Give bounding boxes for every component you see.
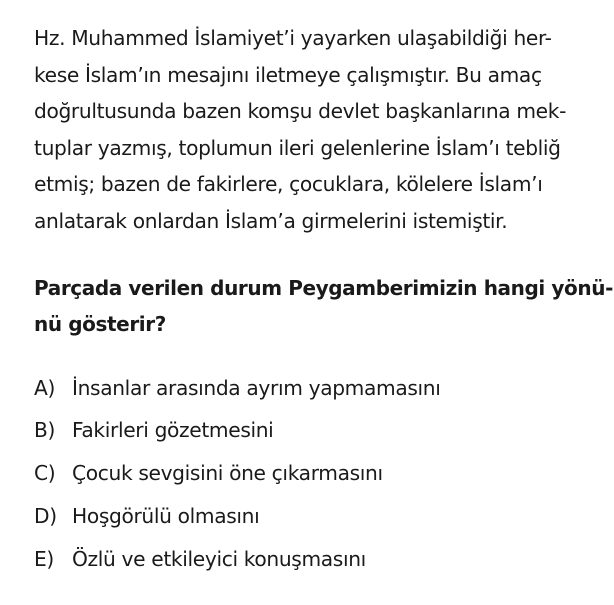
option-b[interactable] bbox=[34, 418, 594, 461]
option-letter: A) bbox=[34, 375, 55, 400]
passage-text bbox=[34, 20, 594, 240]
passage-line: tuplar yazmış, toplumun ileri gelenlerine İslam’ı tebliğ bbox=[34, 135, 561, 160]
option-letter: C) bbox=[34, 461, 56, 486]
option-text: Hoşgörülü olmasını bbox=[72, 503, 260, 528]
option-e[interactable] bbox=[34, 547, 594, 590]
passage-line: kese İslam’ın mesajını iletmeye çalışmıştır. Bu amaç bbox=[34, 62, 542, 87]
passage-line: doğrultusunda bazen komşu devlet başkanlarına mek- bbox=[34, 99, 567, 124]
passage-line: Hz. Muhammed İslamiyet’i yayarken ulaşabildiği her- bbox=[34, 26, 552, 50]
option-letter: E) bbox=[34, 546, 54, 571]
option-letter: B) bbox=[34, 418, 56, 443]
option-text: İnsanlar arasında ayrım yapmamasını bbox=[72, 375, 441, 400]
option-letter: D) bbox=[34, 503, 57, 528]
question-document bbox=[34, 20, 613, 590]
option-text: Çocuk sevgisini öne çıkarmasını bbox=[72, 461, 383, 486]
passage-line: anlatarak onlardan İslam’a girmelerini istemiştir. bbox=[34, 208, 508, 233]
passage-line: etmiş; bazen de fakirlere, çocuklara, kölelere İslam’ı bbox=[34, 172, 543, 197]
option-text: Özlü ve etkileyici konuşmasını bbox=[72, 546, 366, 571]
option-c[interactable] bbox=[34, 461, 594, 504]
option-d[interactable] bbox=[34, 504, 594, 547]
question-line: Parçada verilen durum Peygamberimizin hangi yönü- bbox=[34, 275, 613, 300]
question-stem bbox=[34, 270, 613, 343]
answer-options bbox=[34, 376, 594, 590]
option-a[interactable] bbox=[34, 376, 594, 419]
question-line: nü gösterir? bbox=[34, 312, 166, 337]
option-text: Fakirleri gözetmesini bbox=[72, 418, 274, 443]
